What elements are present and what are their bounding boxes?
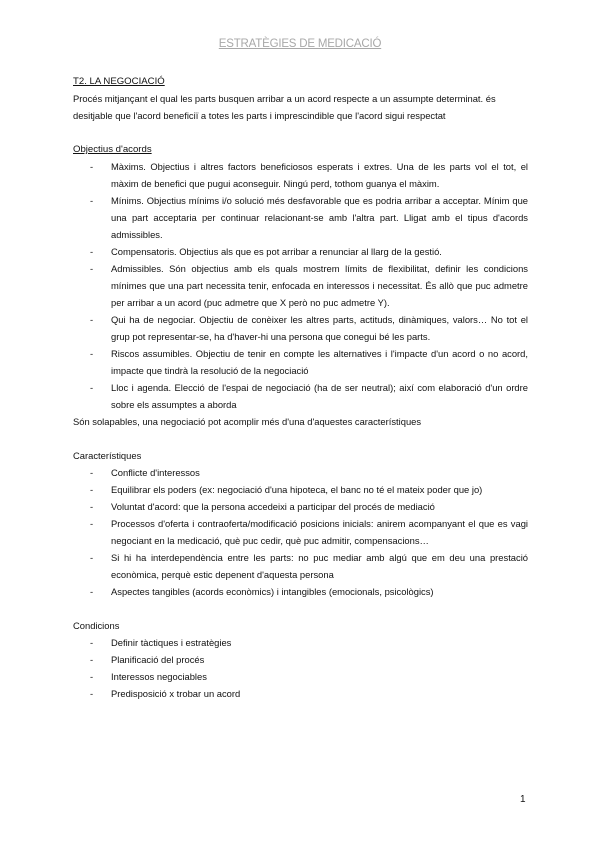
objectius-note: Són solapables, una negociació pot acomplir més d'una d'aquestes característiques [73, 416, 422, 427]
list-item: - Aspectes tangibles (acords econòmics) i intangibles (emocionals, psicològics) [73, 583, 528, 600]
objectius-heading: Objectius d'acords [73, 144, 152, 155]
condicions-heading: Condicions [73, 620, 120, 631]
page-title: T2. LA NEGOCIACIÓ [73, 76, 165, 87]
spacer [73, 600, 528, 617]
list-item: - Mínims. Objectius mínims i/o solució més desfavorable que es podria arribar a acceptar. Mínim que una part acceptaria per continuar relacionant-se amb l'altra part. Lligat amb el tipus d'acords admissibles. [73, 192, 528, 243]
page-number: 1 [520, 794, 526, 805]
list-item: - Si hi ha interdependència entre les parts: no puc mediar amb algú que em deu una prestació econòmica, perquè estic depenent d'aquesta persona [73, 549, 528, 583]
objectius-list [73, 158, 528, 413]
page-header: ESTRATÈGIES DE MEDICACIÓ [218, 38, 382, 50]
list-item: - Qui ha de negociar. Objectiu de conèixer les altres parts, actituds, dinàmiques, valors… No tot el grup pot representar-se, ha d'haver-hi una persona que conegui bé les parts. [73, 311, 528, 345]
list-item: - Conflicte d'interessos [73, 464, 528, 481]
list-item: - Riscos assumibles. Objectiu de tenir en compte les alternatives i l'impacte d'un acord o no acord, impacte que tindrà la resolució de la negociació [73, 345, 528, 379]
list-item: - Compensatoris. Objectius als que es pot arribar a renunciar al llarg de la gestió. [73, 243, 528, 260]
intro-paragraph: Procés mitjançant el qual les parts busquen arribar a un acord respecte a un assumpte determinat. és desitjable que l'acord beneficiï a totes les parts i imprescindible que l'acord sigui respectat [73, 93, 496, 121]
list-item: - Voluntat d'acord: que la persona accedeixi a participar del procés de mediació [73, 498, 528, 515]
caracteristiques-heading: Característiques [73, 450, 142, 461]
spacer [73, 430, 528, 447]
list-item: - Equilibrar els poders (ex: negociació d'una hipoteca, el banc no té el mateix poder que jo) [73, 481, 528, 498]
condicions-list [73, 634, 528, 702]
caracteristiques-list [73, 464, 528, 600]
list-item: - Interessos negociables [73, 668, 528, 685]
list-item: - Predisposició x trobar un acord [73, 685, 528, 702]
list-item: - Definir tàctiques i estratègies [73, 634, 528, 651]
list-item: - Màxims. Objectius i altres factors beneficiosos esperats i extres. Una de les parts vol el tot, el màxim de benefici que pugui aconseguir. Ningú perd, tothom guanya el màxim. [73, 158, 528, 192]
list-item: - Admissibles. Són objectius amb els quals mostrem límits de flexibilitat, definir les condicions mínimes que una part necessita tenir, enfocada en interessos i necessitat. És allò que puc admetre per arribar a un acord (puc admetre que X però no puc admetre Y). [73, 260, 528, 311]
list-item: - Processos d'oferta i contraoferta/modificació posicions inicials: anirem acompanyant el que es vagi negociant en la medicació, què puc cedir, què puc admitir, compensacions… [73, 515, 528, 549]
page-content [73, 73, 528, 702]
spacer [73, 124, 528, 141]
list-item: - Lloc i agenda. Elecció de l'espai de negociació (ha de ser neutral); així com elaboració d'un ordre sobre els assumptes a aborda [73, 379, 528, 413]
list-item: - Planificació del procés [73, 651, 528, 668]
